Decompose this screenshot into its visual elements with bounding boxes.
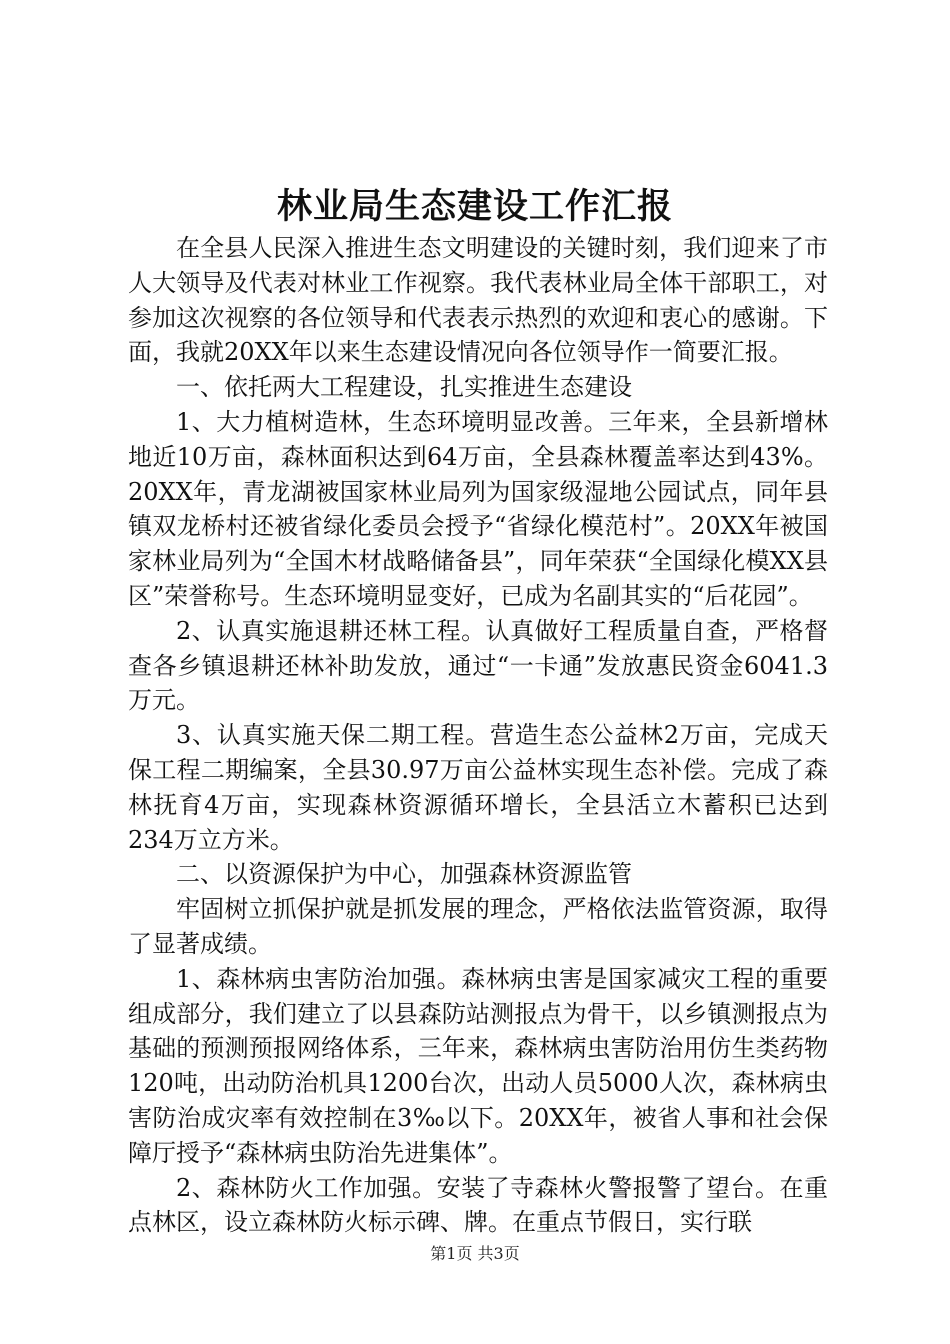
paragraph-forest-protection: 3、认真实施天保二期工程。营造生态公益林2万亩，完成天保工程二期编案，全县30.97万亩公益林实现生态补偿。完成了森林抚育4万亩，实现森林资源循环增长，全县活立木蓄积已达到234万立方米。: [128, 721, 828, 854]
page-footer: 第1页 共3页: [430, 1244, 520, 1263]
document-body: [128, 231, 828, 1240]
paragraph-pest-control: 1、森林病虫害防治加强。森林病虫害是国家减灾工程的重要组成部分，我们建立了以县森防站测报点为骨干，以乡镇测报点为基础的预测预报网络体系，三年来，森林病虫害防治用仿生类药物120吨，出动防治机具1200台次，出动人员5000人次，森林病虫害防治成灾率有效控制在3‰以下。20XX年，被省人事和社会保障厅授予“森林病虫防治先进集体”。: [128, 964, 828, 1167]
section-heading-2: 二、以资源保护为中心，加强森林资源监管: [176, 860, 632, 889]
section-heading-1: 一、依托两大工程建设，扎实推进生态建设: [176, 373, 632, 402]
document-title: 林业局生态建设工作汇报: [276, 186, 673, 227]
paragraph-intro: 在全县人民深入推进生态文明建设的关键时刻，我们迎来了市人大领导及代表对林业工作视察。我代表林业局全体干部职工，对参加这次视察的各位领导和代表表示热烈的欢迎和衷心的感谢。下面，我就20XX年以来生态建设情况向各位领导作一简要汇报。: [128, 234, 828, 367]
paragraph-afforestation: 1、大力植树造林，生态环境明显改善。三年来，全县新增林地近10万亩，森林面积达到64万亩，全县森林覆盖率达到43%。20XX年，青龙湖被国家林业局列为国家级湿地公园试点，同年县镇双龙桥村还被省绿化委员会授予“省绿化模范村”。20XX年被国家林业局列为“全国木材战略储备县”，同年荣获“全国绿化模XX县区”荣誉称号。生态环境明显变好，已成为名副其实的“后花园”。: [128, 407, 828, 610]
paragraph-fire-prevention: 2、森林防火工作加强。安装了寺森林火警报警了望台。在重点林区，设立森林防火标示碑、牌。在重点节假日，实行联: [128, 1173, 828, 1237]
paragraph-grain-to-green: 2、认真实施退耕还林工程。认真做好工程质量自查，严格督查各乡镇退耕还林补助发放，通过“一卡通”发放惠民资金6041.3万元。: [128, 616, 828, 715]
paragraph-protection-concept: 牢固树立抓保护就是抓发展的理念，严格依法监管资源，取得了显著成绩。: [128, 895, 828, 958]
